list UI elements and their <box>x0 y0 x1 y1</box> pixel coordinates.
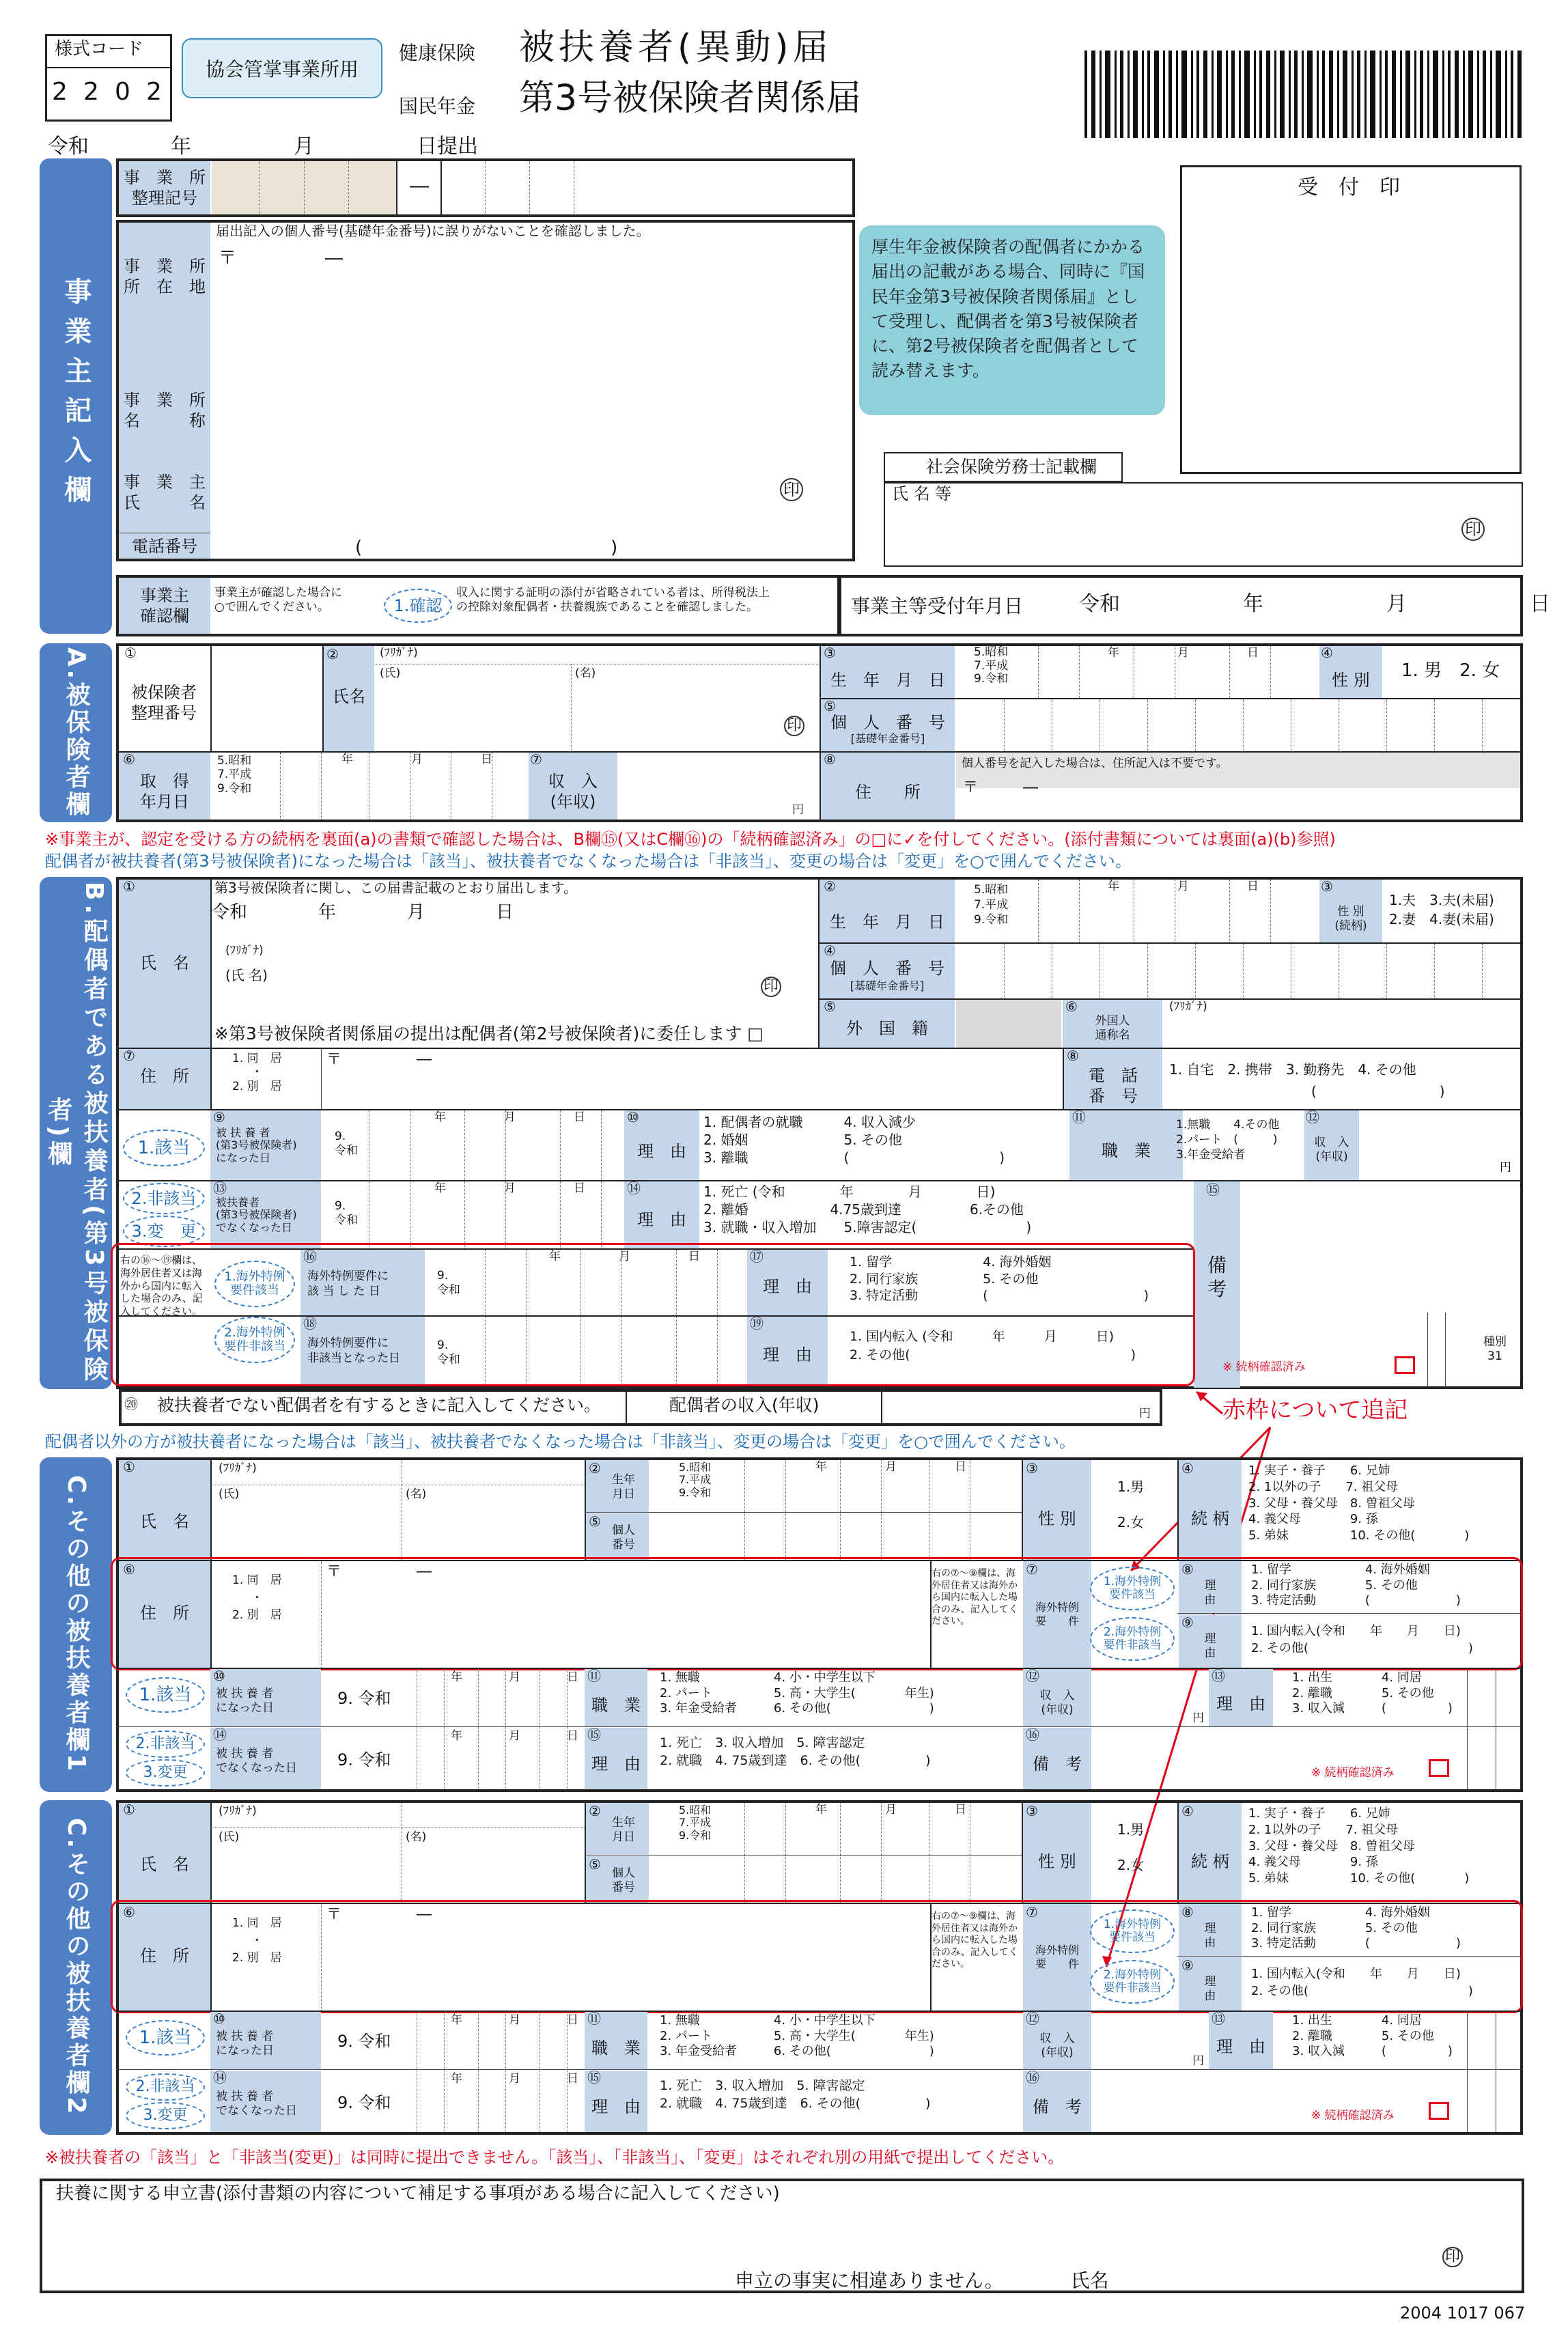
phone-paren: ( ) <box>355 537 618 558</box>
income-label: 収 入 (年収) <box>548 772 598 811</box>
other-oval-higaitou[interactable]: 2.非該当 <box>126 2073 205 2101</box>
sex-label: 性 別 <box>1332 671 1370 690</box>
submission-date: 令和 年 月 日提出 <box>48 135 478 158</box>
other-oval-henkou[interactable]: 3.変更 <box>126 1759 205 1787</box>
section-b-band: B.配偶者である被扶養者(第3号被保険者)欄 <box>40 877 112 1389</box>
id-label: 個 人 番 号 <box>830 713 945 732</box>
employer-band: 事業主記入欄 <box>40 158 112 634</box>
birth-era-options: 5.昭和 7.平成 9.令和 <box>974 645 1009 686</box>
office-number-label: 事 業 所 整理記号 <box>119 161 210 214</box>
other-oval-ovs-higaitou[interactable]: 2.海外特例 要件非該当 <box>1090 1960 1175 2004</box>
birth-label: 生 年 月 日 <box>830 671 945 690</box>
sharoushi-name: 氏 名 等 <box>892 484 952 503</box>
office-name-label: 事 業 所 名 称 <box>124 391 206 430</box>
insurance-health: 健康保険 <box>399 42 476 64</box>
confirm-text-right: 収入に関する証明の添付が省略されている者は、所得税法上 の控除対象配偶者・扶養親族であることを確認しました。 <box>456 586 770 615</box>
confirm-oval[interactable]: 1.確認 <box>384 589 452 623</box>
spouse-oval-henkou[interactable]: 3.変 更 <box>123 1216 205 1247</box>
received-date-label: 事業主等受付年月日 <box>851 595 1024 617</box>
notice-3: 配偶者以外の方が被扶養者になった場合は「該当」、被扶養者でなくなった場合は「非該当」、変更の場合は「変更」を○で囲んでください。 <box>45 1432 1076 1451</box>
page-subtitle: 第3号被保険者関係届 <box>519 78 862 119</box>
notice-1: ※事業主が、認定を受ける方の続柄を裏面(a)の書類で確認した場合は、B欄⑮(又はC欄⑯)の「続柄確認済み」の□に✓を付してください。(添付書類については裏面(a)(b)参照) <box>45 830 1336 849</box>
office-use-text: 協会管掌事業所用 <box>205 58 359 81</box>
section-c-band: C.その他の被扶養者欄1 <box>40 1457 112 1792</box>
insurance-pension: 国民年金 <box>399 95 476 117</box>
section-a-band: A.被保険者欄 <box>40 643 112 822</box>
note-box-text: 厚生年金被保険者の配偶者にかかる届出の記載がある場合、同時に『国民年金第3号被保険者関係届』として受理し、配偶者を第3号被保険者に、第2号被保険者を配偶者として読み替えます。 <box>871 237 1145 381</box>
sex-options[interactable]: 1. 男 2. 女 <box>1401 660 1500 681</box>
other-oval-ovs-higaitou[interactable]: 2.海外特例 要件非該当 <box>1090 1617 1175 1661</box>
confirm-label: 事業主 確認欄 <box>119 578 210 634</box>
other-oval-henkou[interactable]: 3.変更 <box>126 2102 205 2129</box>
other-oval-gaitou[interactable]: 1.該当 <box>126 2020 205 2056</box>
entrust-text[interactable]: ※第3号被保険者関係届の提出は配偶者(第2号被保険者)に委任します □ <box>214 1024 764 1044</box>
form-code-digit: 2 <box>83 78 99 106</box>
phone-label: 電話番号 <box>132 537 197 556</box>
spouse-oval-higaitou[interactable]: 2.非該当 <box>123 1183 205 1214</box>
other-overseas-redbox <box>111 1900 1523 2013</box>
footer-code: 2004 1017 067 <box>1400 2303 1526 2323</box>
insured-number-label: 被保険者 整理番号 <box>131 683 197 723</box>
received-date-value: 令和 年 月 日 <box>1079 592 1550 616</box>
declaration-title: 扶養に関する申立書(添付書類の内容について補足する事項がある場合に記入してください) <box>56 2183 780 2204</box>
spouse-oval-ovs-gaitou[interactable]: 1.海外特例 要件該当 <box>214 1261 295 1307</box>
form-code-digit: 0 <box>115 78 130 106</box>
spouse-name-label: 氏 名 <box>140 953 189 972</box>
reception-stamp-label: 受 付 印 <box>1298 176 1400 199</box>
other-oval-ovs-gaitou[interactable]: 1.海外特例 要件該当 <box>1090 1909 1175 1953</box>
spouse-oval-ovs-higaitou[interactable]: 2.海外特例 要件非該当 <box>214 1317 295 1363</box>
form-code-label: 様式コード <box>55 39 144 59</box>
confirm-note: 届出記入の個人番号(基礎年金番号)に誤りがないことを確認しました。 <box>216 223 650 239</box>
section-c-band: C.その他の被扶養者欄2 <box>40 1800 112 2135</box>
confirm-text-left: 事業主が確認した場合に ○で囲んでください。 <box>214 586 342 615</box>
other-relation-checkbox[interactable] <box>1429 1759 1449 1777</box>
other-overseas-redbox <box>111 1557 1523 1670</box>
other-oval-ovs-gaitou[interactable]: 1.海外特例 要件該当 <box>1090 1567 1175 1610</box>
postal-mark: 〒 ― <box>219 248 344 268</box>
page-title: 被扶養者(異動)届 <box>519 27 832 68</box>
notice-4: ※被扶養者の「該当」と「非該当(変更)」は同時に提出できません。「該当」、「非該当」、「変更」はそれぞれ別の用紙で提出してください。 <box>45 2148 1065 2167</box>
other-oval-gaitou[interactable]: 1.該当 <box>126 1677 205 1713</box>
other-relation-checkbox[interactable] <box>1429 2102 1449 2120</box>
office-address-label: 事 業 所 所 在 地 <box>124 257 206 296</box>
callout-text: 赤枠について追記 <box>1222 1397 1408 1424</box>
employer-seal: 印 <box>780 478 803 501</box>
address-note: 個人番号を記入した場合は、住所記入は不要です。 <box>962 757 1228 770</box>
sharoushi-seal: 印 <box>1461 518 1485 541</box>
sharoushi-title: 社会保険労務士記載欄 <box>926 457 1097 477</box>
form-code-digit: 2 <box>52 78 68 106</box>
form-code-digit: 2 <box>146 78 162 106</box>
address-label: 住 所 <box>855 783 921 802</box>
name-label: 氏名 <box>333 687 365 706</box>
declaration-affirm: 申立の事実に相違ありません。 氏名 <box>735 2269 1109 2292</box>
relation-options[interactable]: 1.夫 3.夫(未届) 2.妻 4.妻(未届) <box>1389 892 1494 927</box>
acquire-label: 取 得 年月日 <box>140 772 189 811</box>
spouse-oval-gaitou[interactable]: 1.該当 <box>123 1130 205 1166</box>
other-oval-higaitou[interactable]: 2.非該当 <box>126 1731 205 1758</box>
notice-2: 配偶者が被扶養者(第3号被保険者)になった場合は「該当」、被扶養者でなくなった場合は「非該当」、変更の場合は「変更」を○で囲んでください。 <box>45 852 1132 871</box>
owner-name-label: 事 業 主 氏 名 <box>124 473 206 512</box>
